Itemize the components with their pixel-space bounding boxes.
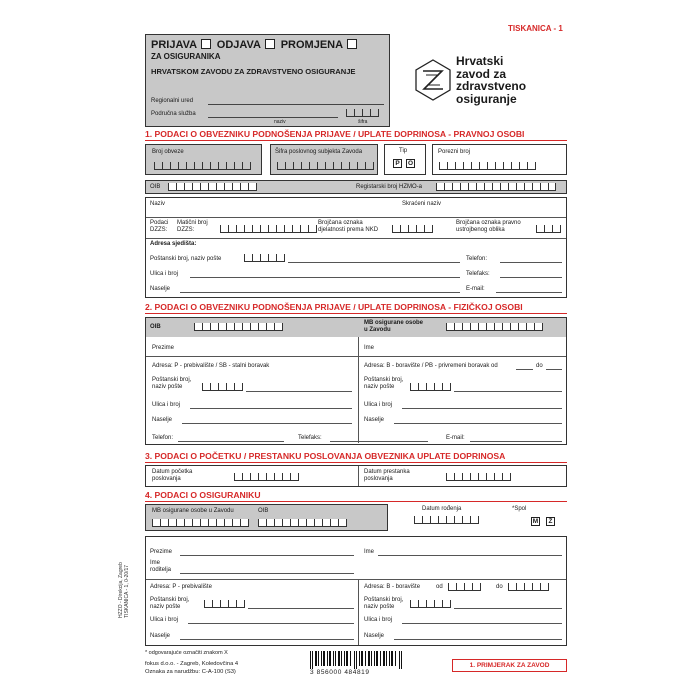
maticni-broj-label: Matični broj DZZS: [177, 220, 208, 233]
s2-posta-field[interactable] [246, 391, 352, 392]
section1-title: 1. PODACI O OBVEZNIKU PODNOŠENJA PRIJAVE / UPLATE DOPRINOSA - PRAVNOJ OSOBI [145, 129, 525, 139]
s4-ulica-field[interactable] [188, 623, 354, 624]
divider [146, 238, 566, 239]
s2-postanski-b-label: Poštanski broj, naziv pošte [364, 377, 404, 390]
oib-cells[interactable] [168, 183, 257, 191]
sifra-subjekta-cells[interactable] [277, 162, 374, 170]
logo-line-4: osiguranje [456, 91, 517, 106]
registarski-broj-cells[interactable] [436, 183, 556, 191]
adresa-sjedista-label: Adresa sjedišta: [150, 241, 197, 247]
s4-od-label: od [436, 584, 443, 590]
barcode-number: 3 856000 484819 [310, 669, 370, 676]
datum-pocetka-cells[interactable] [234, 473, 299, 481]
datum-prestanka-label: Datum prestanka poslovanja [364, 469, 410, 482]
section3-title: 3. PODACI O POČETKU / PRESTANKU POSLOVANJA OBVEZNIKA UPLATE DOPRINOSA [145, 451, 506, 461]
section3-box [145, 465, 567, 487]
naselje-field[interactable] [180, 292, 460, 293]
email-label: E-mail: [466, 286, 485, 292]
oib-row [145, 180, 567, 194]
maticni-broj-cells[interactable] [220, 225, 317, 233]
podaci-dzzs-label: Podaci DZZS: [150, 220, 169, 233]
prijava-checkbox[interactable] [201, 39, 211, 49]
promjena-checkbox[interactable] [347, 39, 357, 49]
naziv-caption: naziv [274, 119, 286, 125]
s4-postanski-cells[interactable] [204, 600, 245, 608]
s4-posta-field[interactable] [248, 608, 354, 609]
spol-label: *Spol [512, 506, 527, 512]
broj-obveze-cells[interactable] [154, 162, 251, 170]
oblik-cells[interactable] [536, 225, 561, 233]
s4-prezime-label: Prezime [150, 549, 173, 555]
s2-telefon-field[interactable] [178, 441, 284, 442]
s2-telefon-label: Telefon: [152, 435, 174, 441]
brojcana-oblik-label: Brojčana oznaka pravno ustrojbenog oblika [456, 220, 521, 233]
ulica-field[interactable] [190, 277, 460, 278]
s2-ime-label: Ime [364, 345, 375, 351]
side-print-code: HZZO - Direkcija, Zagreb TISKANICA - 1, 0-20/17 [118, 562, 130, 618]
divider [358, 466, 359, 486]
datum-prestanka-cells[interactable] [446, 473, 511, 481]
divider [146, 579, 566, 580]
datum-rodenja-cells[interactable] [414, 516, 479, 524]
broj-obveze-box [145, 144, 262, 175]
s2-ulica-b-field[interactable] [402, 408, 562, 409]
sifra-caption: šifra [358, 119, 368, 125]
s2-ulica-label: Ulica i broj [152, 402, 181, 408]
s2-naselje-field[interactable] [182, 423, 352, 424]
s4-adresa-b-label: Adresa: B - boravište [364, 584, 421, 590]
s4-naselje-b-label: Naselje [364, 633, 385, 639]
posta-field[interactable] [288, 262, 460, 263]
email-field[interactable] [496, 292, 562, 293]
podrucna-sluzba-field[interactable] [208, 117, 338, 118]
s4-ime-label: Ime [364, 549, 375, 555]
s4-ulica-label: Ulica i broj [150, 617, 179, 623]
registarski-broj-label: Registarski broj HZMO-a [356, 184, 423, 190]
logo-line-2: zavod za [456, 66, 507, 81]
spol-m-box[interactable]: M [532, 518, 539, 525]
footer-publisher: fokus d.o.o. - Zagreb, Koledovčina 4 [145, 661, 239, 667]
s2-oib-cells[interactable] [194, 323, 283, 331]
section4-box [145, 536, 567, 646]
divider [358, 579, 359, 645]
porezni-broj-box [432, 144, 567, 175]
s2-adresa-b-label: Adresa: B - boravište / PB - privremeni boravak od [364, 363, 498, 369]
section2-box [145, 317, 567, 445]
s4-ime-field[interactable] [378, 555, 562, 556]
postanski-broj-label: Poštanski broj, naziv pošte [150, 256, 222, 262]
sluzba-sifra-cells[interactable] [346, 109, 379, 117]
s4-mb-cells[interactable] [152, 519, 249, 527]
s2-do-label: do [536, 363, 543, 369]
section4-rule [145, 501, 567, 502]
datum-rodenja-label: Datum rođenja [422, 506, 462, 512]
tip-box [384, 144, 426, 175]
s2-postanski-label: Poštanski broj, naziv pošte [152, 377, 192, 390]
s4-oib-label: OIB [258, 508, 269, 514]
odjava-label: ODJAVA [216, 39, 261, 51]
s4-posta-b-field[interactable] [454, 608, 562, 609]
s2-email-field[interactable] [470, 441, 562, 442]
odjava-checkbox[interactable] [265, 39, 275, 49]
s2-naselje-b-label: Naselje [364, 417, 385, 423]
postanski-broj-cells[interactable] [244, 254, 285, 262]
section1-details [145, 197, 567, 298]
sifra-subjekta-label: Šifra poslovnog subjekta Zavoda [275, 149, 363, 155]
s2-posta-b-field[interactable] [454, 391, 562, 392]
barcode-icon [308, 651, 408, 669]
header-titles [151, 39, 357, 51]
ime-roditelja-label: Ime roditelja [150, 560, 172, 573]
s2-do-field[interactable] [546, 369, 562, 370]
logo-line-1: Hrvatski [456, 54, 504, 68]
s4-naselje-field[interactable] [180, 639, 354, 640]
logo-line-3: zdravstveno [456, 79, 527, 93]
s2-mb-label: MB osigurane osobe u Zavodu [364, 320, 424, 333]
regionalni-ured-label: Regionalni ured [151, 98, 194, 104]
s4-ulica-b-label: Ulica i broj [364, 617, 393, 623]
form-code: TISKANICA - 1 [508, 24, 563, 33]
s2-ulica-b-label: Ulica i broj [364, 402, 393, 408]
spol-z-box[interactable]: Ž [546, 517, 555, 526]
porezni-broj-cells[interactable] [439, 162, 536, 170]
divider [146, 217, 566, 218]
s4-do-cells[interactable] [508, 583, 549, 591]
s2-telefaks-field[interactable] [330, 441, 428, 442]
s2-postanski-cells[interactable] [202, 383, 243, 391]
podrucna-sluzba-label: Područna služba [151, 111, 196, 117]
telefon-label: Telefon: [466, 256, 488, 262]
s2-email-label: E-mail: [446, 435, 465, 441]
s4-ulica-b-field[interactable] [402, 623, 562, 624]
footer-order-code: Oznaka za narudžbu: C-A-100 (S3) [145, 669, 236, 675]
institution-line: HRVATSKOM ZAVODU ZA ZDRAVSTVENO OSIGURANJE [151, 67, 356, 76]
s4-adresa-p-label: Adresa: P - prebivalište [150, 584, 212, 590]
promjena-label: PROMJENA [280, 39, 343, 51]
section4-title: 4. PODACI O OSIGURANIKU [145, 490, 261, 500]
za-osiguranika: ZA OSIGURANIKA [151, 52, 221, 61]
datum-pocetka-label: Datum početka poslovanja [152, 469, 193, 482]
tip-p-box[interactable]: P [393, 159, 402, 168]
section2-rule [145, 313, 567, 314]
skraceni-naziv-label: Skraćeni naziv [402, 201, 442, 207]
broj-obveze-label: Broj obveze [152, 149, 184, 155]
naselje-label: Naselje [150, 286, 171, 292]
s4-postanski-b-label: Poštanski broj, naziv pošte [364, 597, 404, 610]
s2-adresa-p-label: Adresa: P - prebivalište / SB - stalni boravak [152, 363, 270, 369]
s4-postanski-b-cells[interactable] [410, 600, 451, 608]
copy-label: 1. PRIMJERAK ZA ZAVOD [452, 659, 567, 672]
header-box [145, 34, 390, 127]
hzzo-logo-icon [414, 58, 452, 102]
section2-title: 2. PODACI O OBVEZNIKU PODNOŠENJA PRIJAVE / UPLATE DOPRINOSA - FIZIČKOJ OSOBI [145, 302, 523, 312]
tip-label: Tip [399, 148, 408, 154]
s4-od-cells[interactable] [448, 583, 481, 591]
s2-od-field[interactable] [516, 369, 533, 370]
s2-mb-cells[interactable] [446, 323, 543, 331]
porezni-broj-label: Porezni broj [438, 149, 471, 155]
s2-postanski-b-cells[interactable] [410, 383, 451, 391]
s4-postanski-label: Poštanski broj, naziv pošte [150, 597, 190, 610]
regionalni-ured-field[interactable] [208, 104, 384, 105]
naziv-label: Naziv [150, 201, 166, 207]
s4-naselje-b-field[interactable] [394, 639, 562, 640]
s4-prezime-field[interactable] [180, 555, 354, 556]
s4-mb-label: MB osigurane osobe u Zavodu [152, 508, 234, 514]
divider [358, 337, 359, 443]
telefon-field[interactable] [500, 262, 562, 263]
logo-text [456, 55, 526, 105]
s2-prezime-label: Prezime [152, 345, 175, 351]
s2-naselje-label: Naselje [152, 417, 173, 423]
tip-o-box[interactable]: O [407, 160, 414, 167]
oib-label: OIB [150, 184, 161, 190]
section4-id-box [145, 504, 388, 531]
s2-ulica-field[interactable] [190, 408, 352, 409]
prijava-label: PRIJAVA [151, 39, 197, 51]
s4-oib-cells[interactable] [258, 519, 347, 527]
s2-telefaks-label: Telefaks: [298, 435, 322, 441]
nkd-cells[interactable] [392, 225, 433, 233]
ulica-label: Ulica i broj [150, 271, 179, 277]
telefaks-field[interactable] [500, 277, 562, 278]
s4-do-label: do [496, 584, 503, 590]
telefaks-label: Telefaks: [466, 271, 490, 277]
brojcana-nkd-label: Brojčana oznaka djelatnosti prema NKD [318, 220, 379, 233]
ime-roditelja-field[interactable] [180, 573, 354, 574]
sifra-subjekta-box [270, 144, 378, 175]
section1-rule [145, 140, 567, 141]
section3-rule [145, 462, 567, 463]
divider [146, 356, 566, 357]
s2-naselje-b-field[interactable] [394, 423, 562, 424]
footer-note: * odgovarajuće označiti znakom X [145, 650, 228, 656]
s2-oib-label: OIB [150, 324, 161, 330]
s4-naselje-label: Naselje [150, 633, 171, 639]
